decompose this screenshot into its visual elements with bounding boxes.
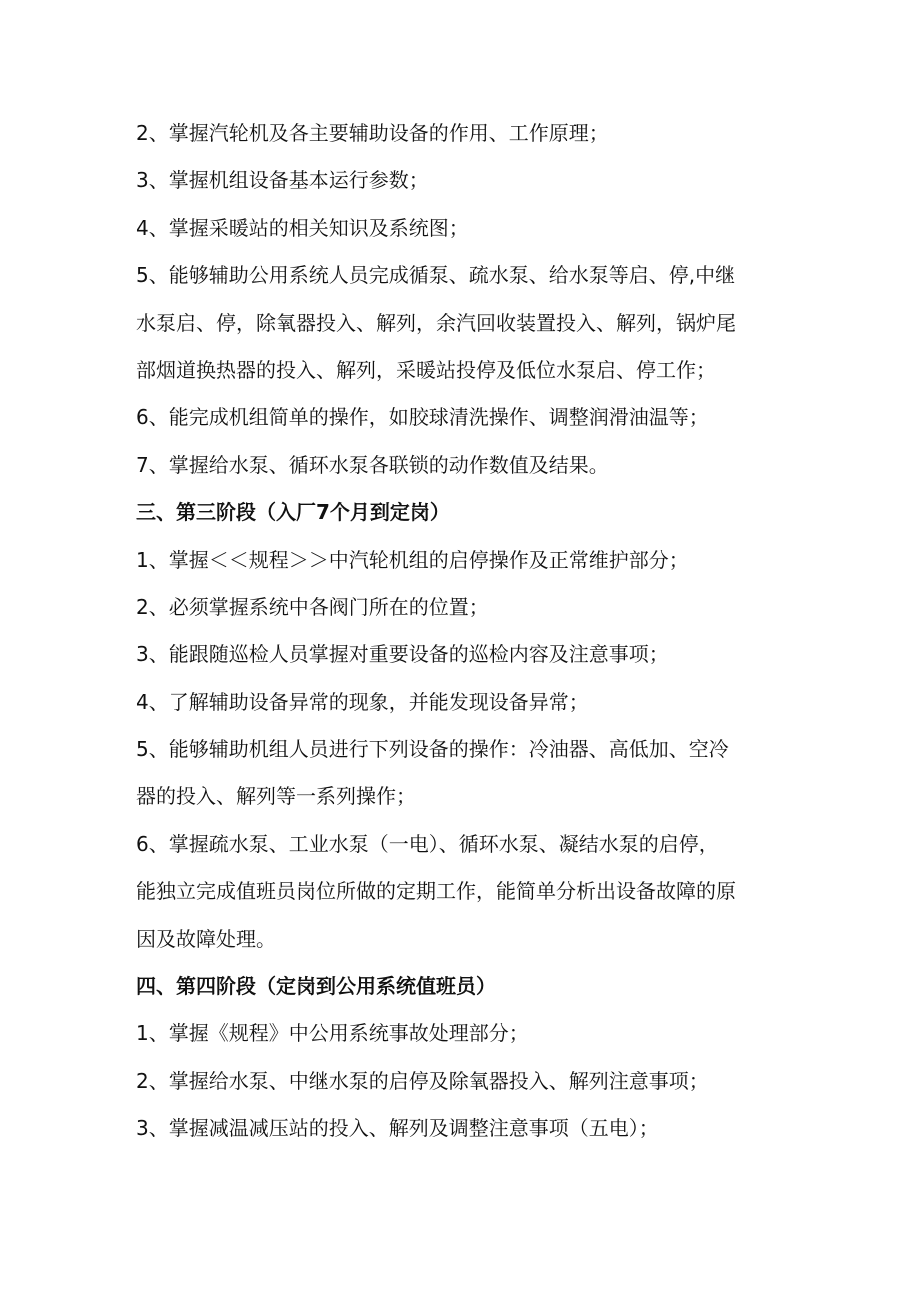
list-item: 5、能够辅助公用系统人员完成循泵、疏水泵、给水泵等启、停,中继	[136, 263, 736, 288]
list-item-continuation: 因及故障处理。	[136, 926, 276, 951]
list-item: 5、能够辅助机组人员进行下列设备的操作：冷油器、高低加、空冷	[136, 737, 729, 762]
list-item: 1、掌握＜＜规程＞＞中汽轮机组的启停操作及正常维护部分；	[136, 547, 689, 572]
list-item: 3、掌握机组设备基本运行参数；	[136, 168, 429, 193]
list-item: 7、掌握给水泵、循环水泵各联锁的动作数值及结果。	[136, 452, 609, 477]
list-item: 6、能完成机组简单的操作，如胶球清洗操作、调整润滑油温等；	[136, 405, 709, 430]
document-body	[136, 110, 796, 1153]
list-item-continuation: 能独立完成值班员岗位所做的定期工作，能简单分析出设备故障的原	[136, 879, 736, 904]
list-item: 2、必须掌握系统中各阀门所在的位置；	[136, 594, 489, 619]
section-heading-stage-4: 四、第四阶段（定岗到公用系统值班员）	[136, 974, 496, 999]
list-item: 6、掌握疏水泵、工业水泵（一电）、循环水泵、凝结水泵的启停，	[136, 831, 719, 856]
list-item: 4、了解辅助设备异常的现象，并能发现设备异常；	[136, 689, 589, 714]
list-item: 2、掌握汽轮机及各主要辅助设备的作用、工作原理；	[136, 121, 609, 145]
section-heading-stage-3: 三、第三阶段（入厂7个月到定岗）	[136, 500, 450, 525]
list-item: 1、掌握《规程》中公用系统事故处理部分；	[136, 1021, 529, 1046]
list-item: 3、掌握减温减压站的投入、解列及调整注意事项（五电）；	[136, 1116, 659, 1141]
list-item-continuation: 器的投入、解列等一系列操作；	[136, 784, 416, 809]
list-item: 2、掌握给水泵、中继水泵的启停及除氧器投入、解列注意事项；	[136, 1068, 709, 1093]
list-item-continuation: 水泵启、停，除氧器投入、解列，余汽回收装置投入、解列，锅炉尾	[136, 310, 736, 335]
list-item: 4、掌握采暖站的相关知识及系统图；	[136, 215, 469, 240]
list-item: 3、能跟随巡检人员掌握对重要设备的巡检内容及注意事项；	[136, 642, 669, 667]
list-item-continuation: 部烟道换热器的投入、解列，采暖站投停及低位水泵启、停工作；	[136, 357, 716, 382]
